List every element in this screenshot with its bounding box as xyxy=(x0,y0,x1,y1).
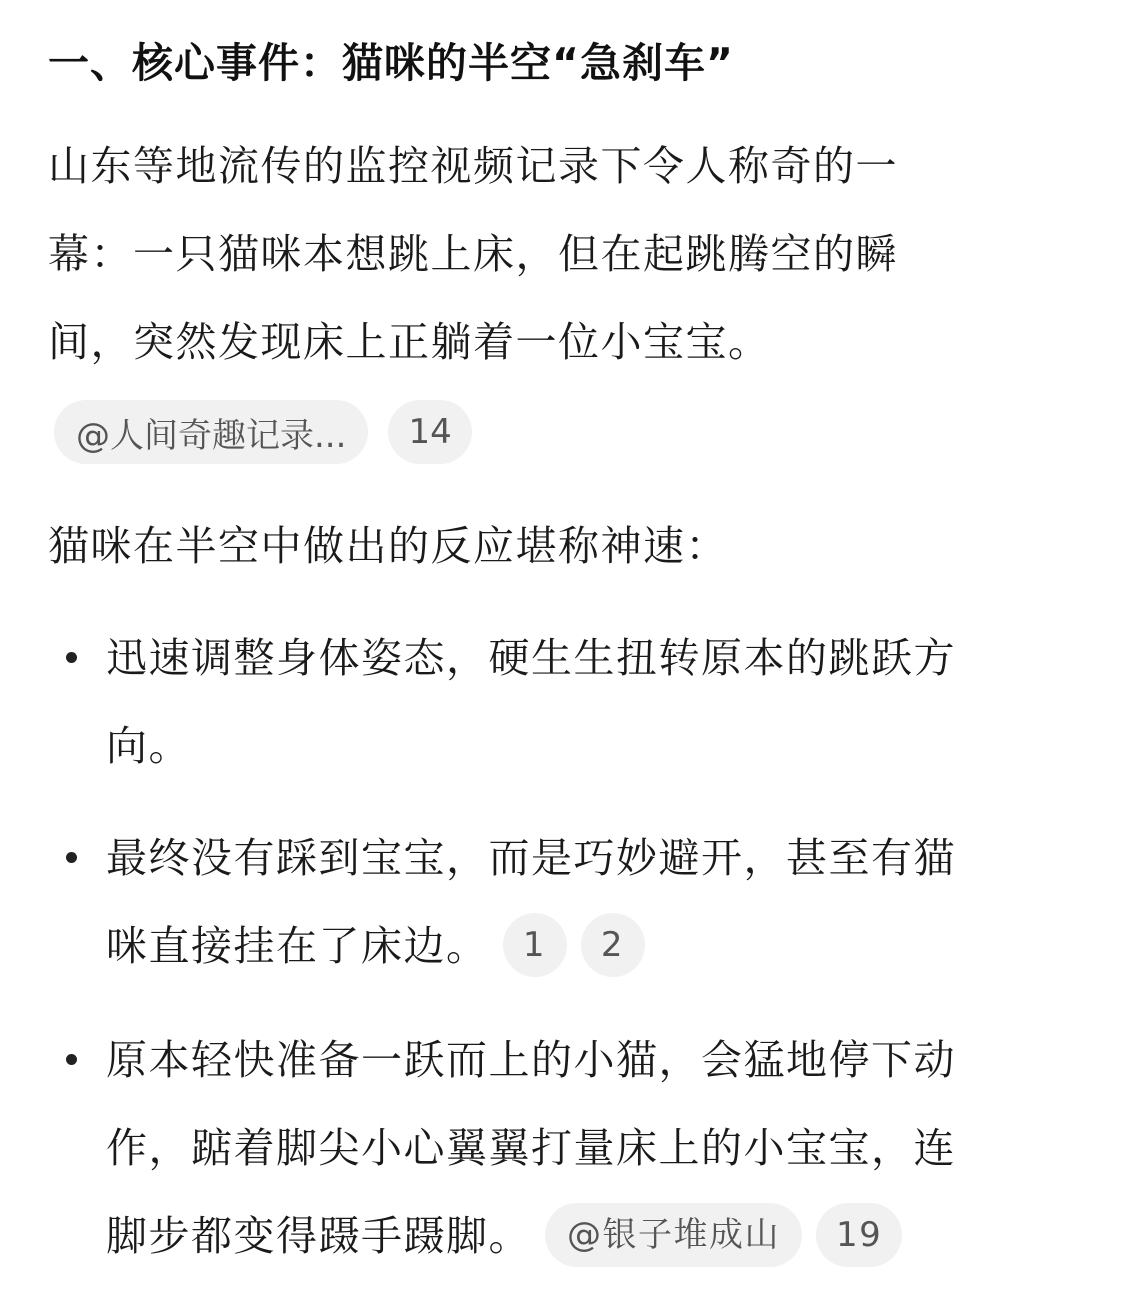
list-item-line: 最终没有踩到宝宝，而是巧妙避开，甚至有猫 xyxy=(106,834,956,882)
list-item-line xyxy=(106,1192,1096,1280)
bullet-dot xyxy=(66,652,77,663)
list-item-line: 迅速调整身体姿态，硬生生扭转原本的跳跃方 xyxy=(106,634,956,682)
list-item-line xyxy=(106,902,1096,990)
citation-count-chip[interactable]: 19 xyxy=(816,1203,902,1267)
source-chip[interactable]: @银子堆成山 xyxy=(545,1203,802,1267)
list-item-line-text: 咪直接挂在了床边。 xyxy=(106,922,489,970)
section-heading: 一、核心事件：猫咪的半空“急刹车” xyxy=(48,39,734,87)
reaction-intro: 猫咪在半空中做出的反应堪称神速： xyxy=(48,522,728,570)
list-item-text xyxy=(106,814,1096,990)
list-item-line: 作，踮着脚尖小心翼翼打量床上的小宝宝，连 xyxy=(106,1124,956,1172)
intro-line-2: 幕：一只猫咪本想跳上床，但在起跳腾空的瞬 xyxy=(48,230,898,278)
intro-paragraph xyxy=(48,122,1038,386)
list-item-line: 原本轻快准备一跃而上的小猫，会猛地停下动 xyxy=(106,1036,956,1084)
list-item-line-text: 脚步都变得蹑手蹑脚。 xyxy=(106,1212,531,1260)
citation-count-chip[interactable]: 14 xyxy=(388,400,471,464)
intro-line-3: 间，突然发现床上正躺着一位小宝宝。 xyxy=(48,318,771,366)
source-chip[interactable]: @人间奇趣记录... xyxy=(54,400,368,464)
list-item-text xyxy=(106,614,1096,790)
intro-citation-chips xyxy=(54,400,472,464)
citation-chip-2[interactable]: 2 xyxy=(581,913,645,977)
bullet-dot xyxy=(66,852,77,863)
citation-chip-1[interactable]: 1 xyxy=(503,913,567,977)
list-item-text xyxy=(106,1016,1096,1280)
intro-line-1: 山东等地流传的监控视频记录下令人称奇的一 xyxy=(48,142,898,190)
bullet-dot xyxy=(66,1054,77,1065)
list-item-line: 向。 xyxy=(106,722,191,770)
